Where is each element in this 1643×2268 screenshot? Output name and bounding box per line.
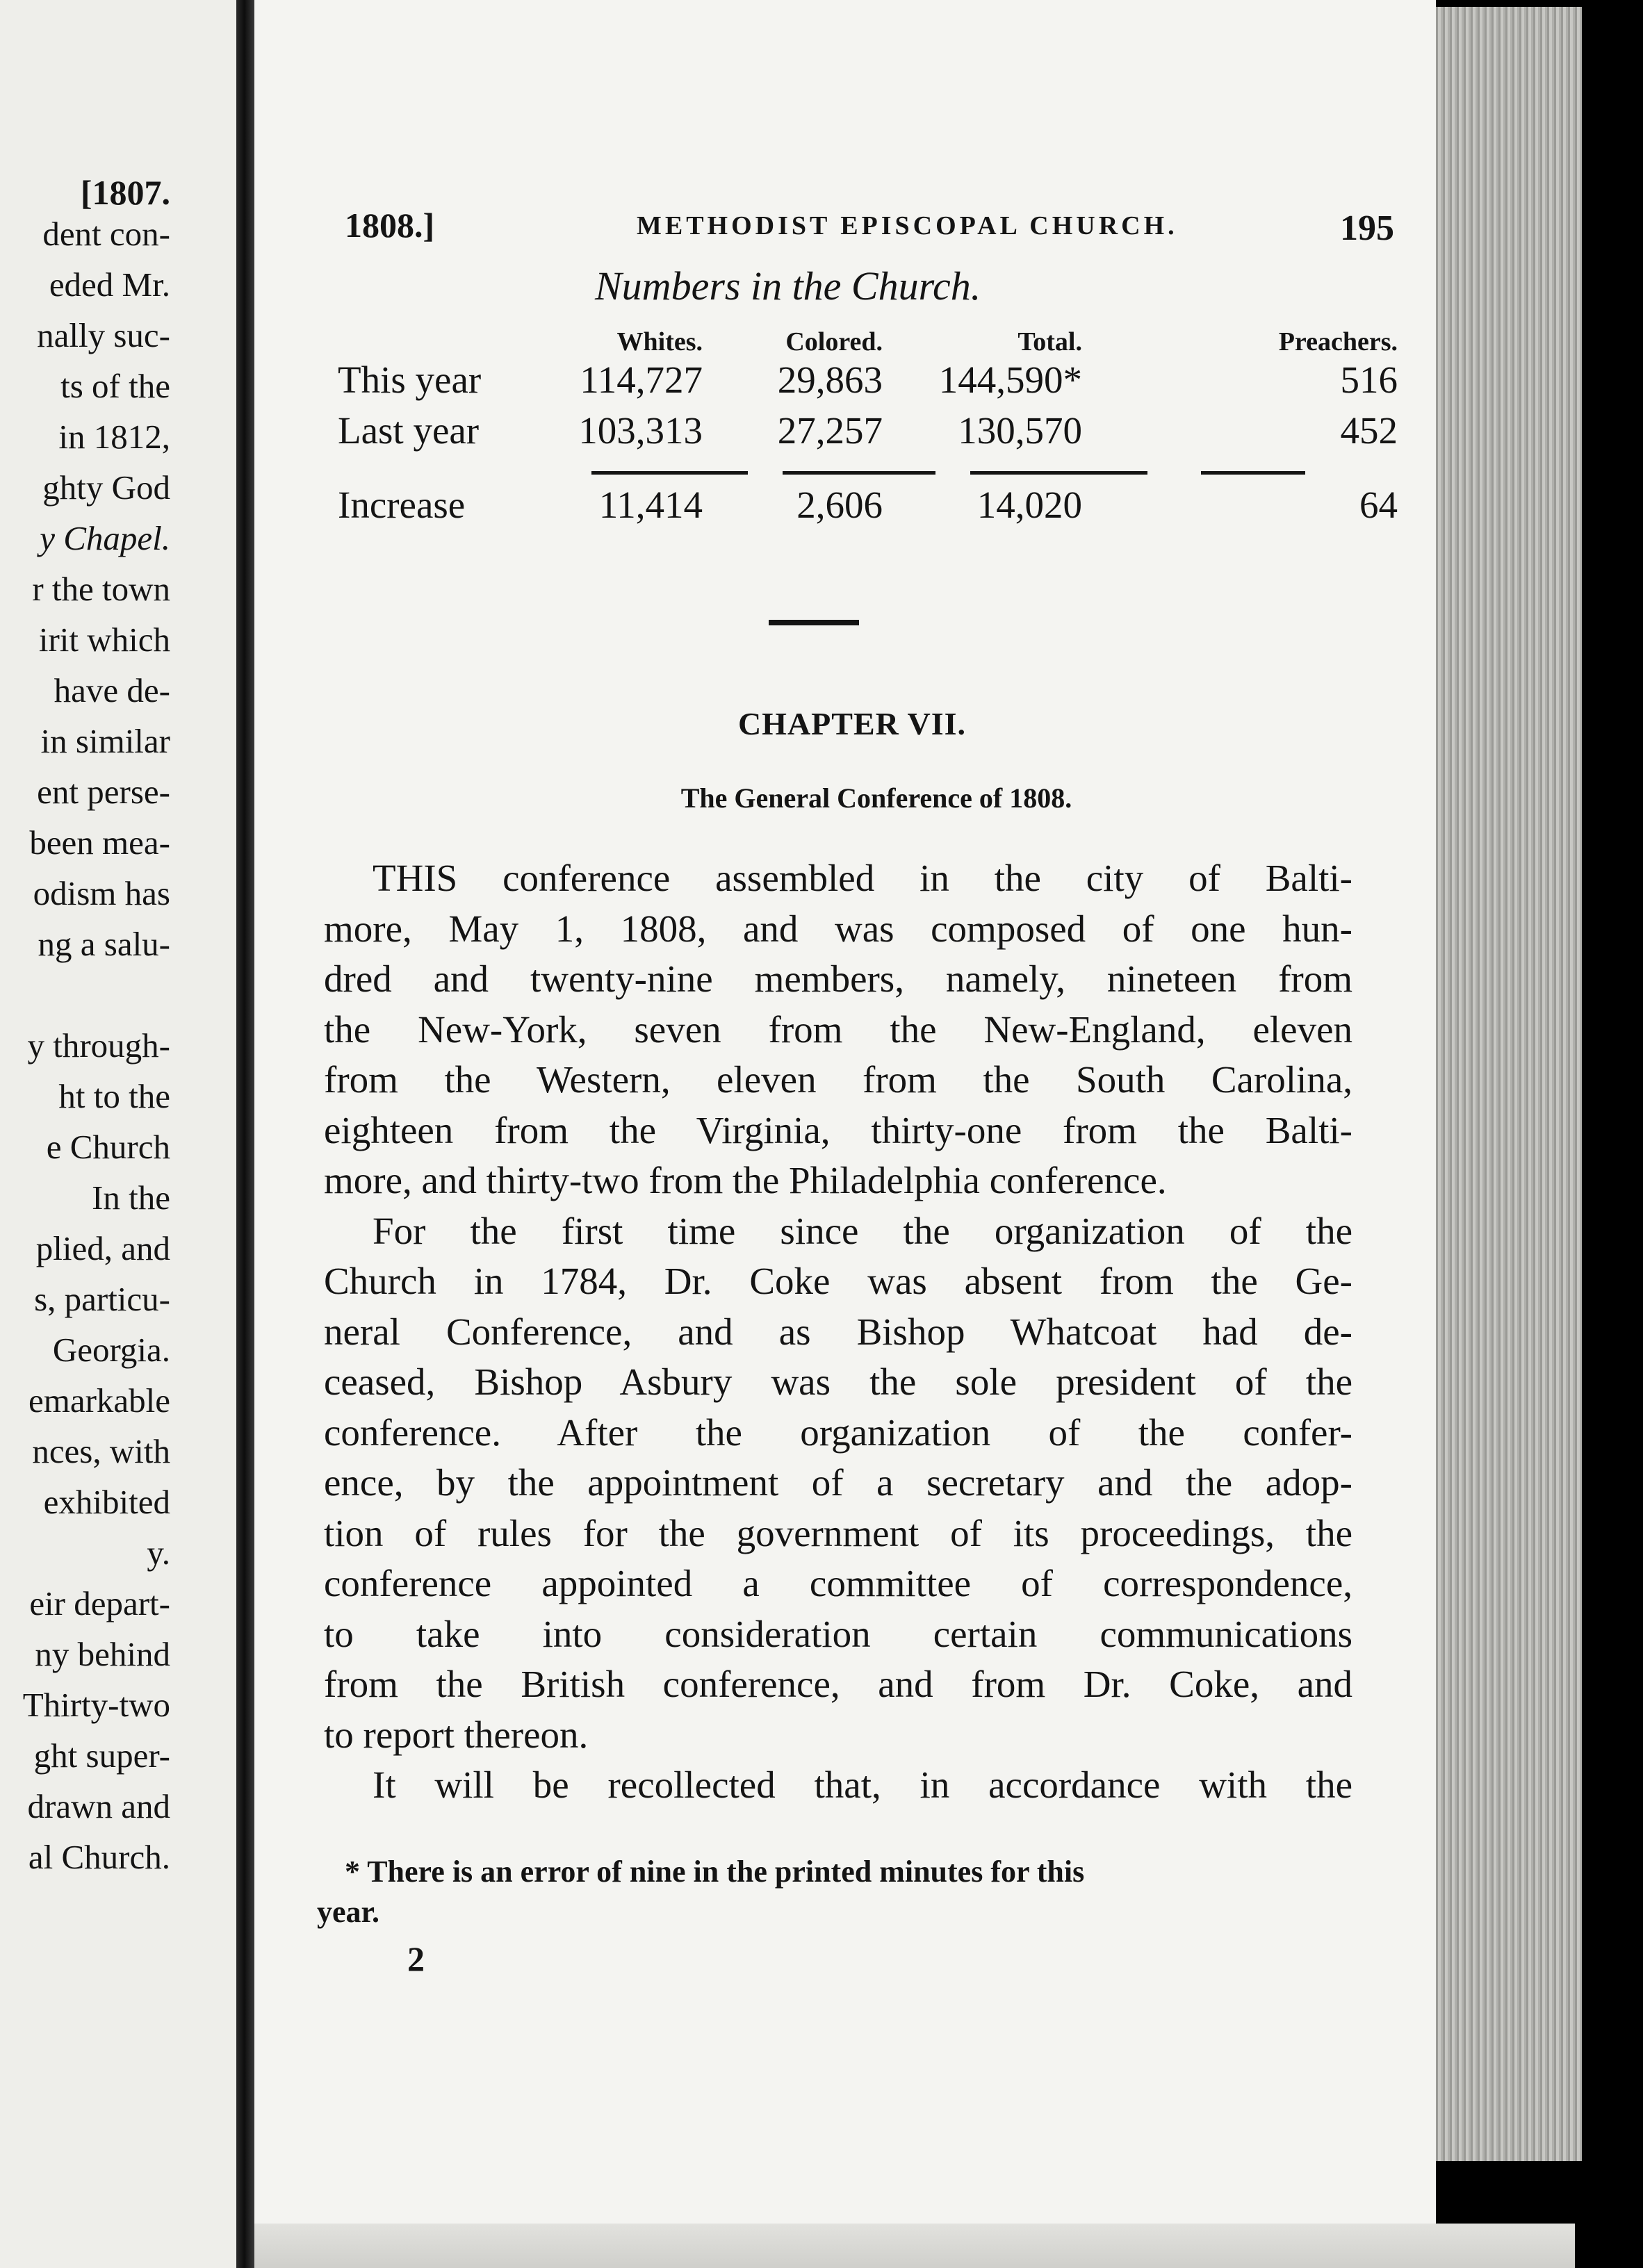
left-page-line: eir depart-: [29, 1584, 170, 1622]
left-page-text: [23, 208, 170, 1882]
body-line: more, and thirty-two from the Philadelphia conference.: [324, 1159, 1167, 1201]
body-line: the New-York, seven from the New-England, eleven: [324, 1008, 1352, 1051]
cell-whites: 11,414: [598, 484, 703, 526]
chapter-title: CHAPTER VII.: [737, 706, 967, 741]
left-page-line: emarkable: [28, 1381, 170, 1420]
left-page-line: [23, 969, 170, 1020]
footnote: [317, 1852, 1339, 1932]
table-title: Numbers in the Church.: [595, 263, 981, 309]
chapter-subtitle: The General Conference of 1808.: [680, 782, 1072, 814]
left-page-line: nces, with: [32, 1432, 170, 1470]
left-page-line: in 1812,: [58, 418, 170, 456]
left-page-line: plied, and: [35, 1229, 170, 1267]
main-page: [254, 0, 1436, 2268]
section-divider: [769, 620, 859, 625]
body-line: THIS conference assembled in the city of Balti-: [373, 857, 1352, 899]
column-header-whites: Whites.: [616, 327, 703, 356]
left-page-line: drawn and: [27, 1787, 170, 1825]
table-row: [338, 409, 1401, 457]
left-page-line: ght super-: [33, 1736, 170, 1775]
page-bottom-edge: [254, 2224, 1575, 2268]
page-block-edge: [1436, 7, 1582, 2161]
left-page-line: dent con-: [42, 215, 170, 253]
sum-rule: [1201, 471, 1305, 475]
left-page-line: have de-: [54, 671, 170, 709]
page-number: 195: [1340, 208, 1394, 248]
column-header-total: Total.: [1017, 327, 1082, 356]
sum-rule: [970, 471, 1147, 475]
body-line: It will be recollected that, in accordance with the: [373, 1764, 1352, 1806]
left-page-line: nally suc-: [37, 316, 170, 354]
sum-rule: [783, 471, 935, 475]
left-page-line: y.: [147, 1534, 170, 1572]
book-gutter: [236, 0, 254, 2268]
body-line: ence, by the appointment of a secretary and the adop-: [324, 1461, 1352, 1504]
column-header-preachers: Preachers.: [1278, 327, 1398, 356]
left-page-line: been mea-: [29, 823, 170, 862]
left-page-line: ht to the: [58, 1077, 170, 1115]
left-page-line: ts of the: [60, 367, 170, 405]
left-page-line: Thirty-two: [22, 1686, 170, 1724]
cell-colored: 29,863: [777, 359, 883, 401]
left-page-line: eded Mr.: [49, 265, 170, 304]
table-row: [338, 483, 1401, 532]
cell-total: 144,590*: [938, 359, 1082, 401]
row-label: This year: [338, 359, 482, 401]
cell-colored: 2,606: [796, 484, 883, 526]
body-line: neral Conference, and as Bishop Whatcoat had de-: [324, 1310, 1352, 1353]
body-line: conference appointed a committee of correspondence,: [324, 1562, 1352, 1604]
cell-preachers: 452: [1340, 409, 1398, 452]
left-page-line: exhibited: [43, 1483, 170, 1521]
body-line: from the British conference, and from Dr. Coke, and: [324, 1663, 1352, 1705]
row-label: Increase: [338, 484, 466, 526]
cell-total: 14,020: [976, 484, 1082, 526]
cell-preachers: 64: [1359, 484, 1398, 526]
body-line: eighteen from the Virginia, thirty-one from the Balti-: [324, 1108, 1352, 1151]
left-page-line: y Chapel.: [40, 519, 170, 557]
body-line: tion of rules for the government of its proceedings, the: [324, 1511, 1352, 1554]
body-line: conference. After the organization of the confer-: [324, 1411, 1352, 1454]
cell-colored: 27,257: [777, 409, 883, 452]
running-head: [345, 205, 1394, 247]
left-page-line: In the: [92, 1178, 170, 1217]
left-page-line: y through-: [27, 1026, 170, 1065]
left-page-line: ny behind: [35, 1635, 170, 1673]
footnote-line: * There is an error of nine in the printed minutes for this: [345, 1855, 1085, 1889]
body-line: more, May 1, 1808, and was composed of one hun-: [324, 907, 1352, 950]
footnote-line: year.: [317, 1895, 380, 1929]
running-head-year: 1808.]: [345, 206, 435, 245]
cell-whites: 103,313: [578, 409, 703, 452]
sum-rule: [591, 471, 748, 475]
signature-mark: 2: [407, 1939, 425, 1978]
left-page-header: [1807.: [80, 173, 170, 212]
left-page-line: e Church: [46, 1128, 170, 1166]
column-header-colored: Colored.: [785, 327, 883, 356]
row-label: Last year: [338, 409, 480, 452]
body-line: from the Western, eleven from the South Carolina,: [324, 1058, 1352, 1101]
left-page-line: irit which: [38, 621, 170, 659]
left-page-line: ghty God: [42, 468, 170, 507]
left-page-line: ng a salu-: [38, 925, 170, 963]
table-row: [338, 358, 1401, 406]
left-facing-page: [0, 0, 236, 2268]
running-head-title: METHODIST EPISCOPAL CHURCH.: [637, 211, 1178, 240]
body-text: [324, 853, 1352, 1811]
left-page-line: al Church.: [28, 1838, 170, 1876]
left-page-line: odism has: [33, 874, 170, 912]
cell-whites: 114,727: [580, 359, 703, 401]
body-line: to take into consideration certain communications: [324, 1612, 1352, 1655]
cell-preachers: 516: [1340, 359, 1398, 401]
left-page-line: in similar: [40, 722, 170, 760]
cell-total: 130,570: [958, 409, 1082, 452]
body-line: Church in 1784, Dr. Coke was absent from the Ge-: [324, 1260, 1352, 1302]
body-line: For the first time since the organization of the: [373, 1209, 1352, 1252]
left-page-line: r the town: [32, 570, 170, 608]
left-page-line: ent perse-: [37, 773, 170, 811]
left-page-line: s, particu-: [34, 1280, 170, 1318]
body-line: to report thereon.: [324, 1713, 589, 1756]
body-line: dred and twenty-nine members, namely, nineteen from: [324, 958, 1352, 1000]
body-line: ceased, Bishop Asbury was the sole president of the: [324, 1361, 1352, 1403]
left-page-line: Georgia.: [52, 1331, 170, 1369]
